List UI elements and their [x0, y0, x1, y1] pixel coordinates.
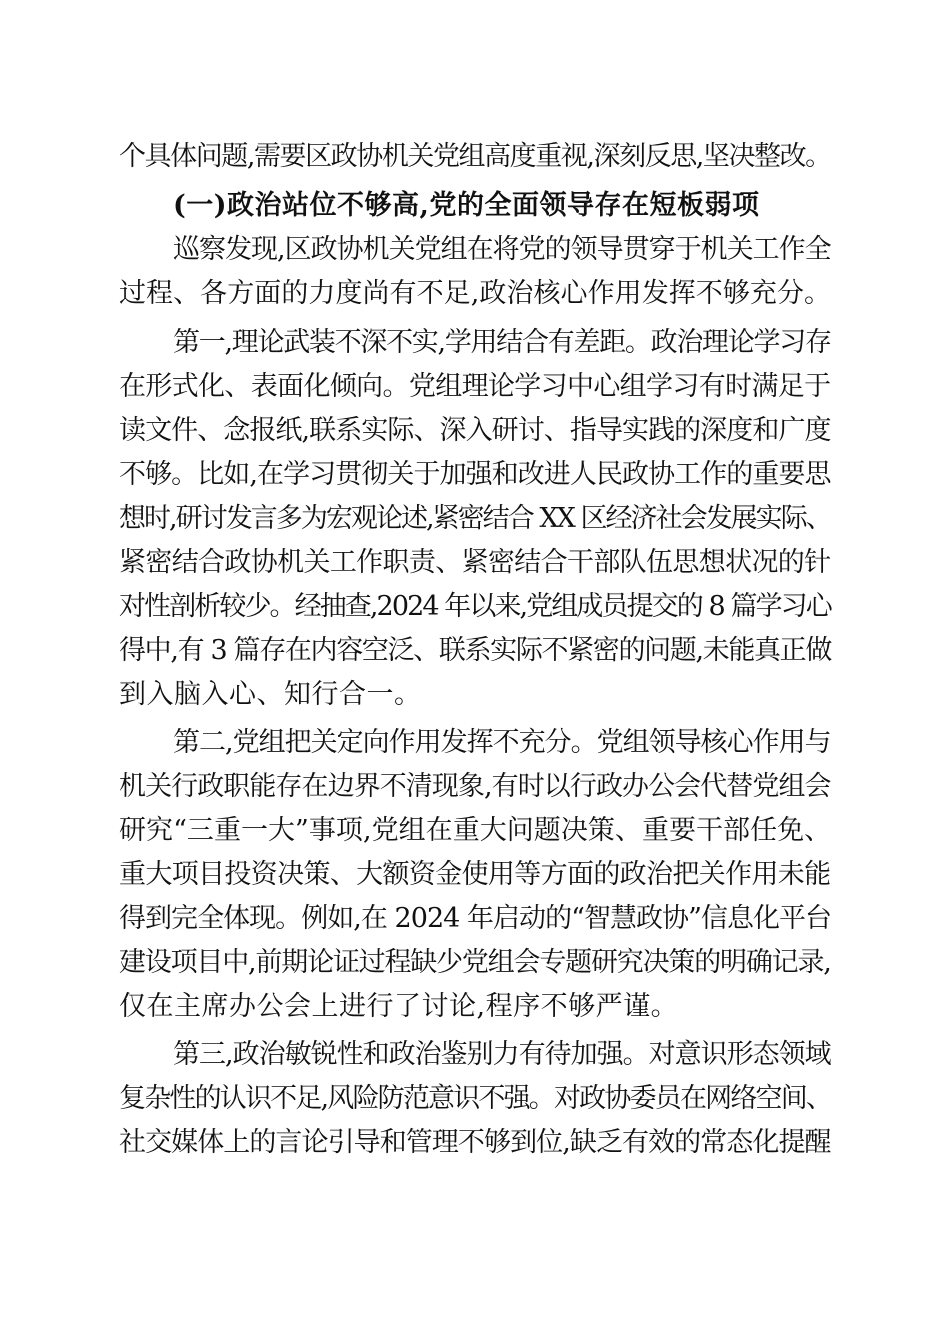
- text-line: 巡察发现,区政协机关党组在将党的领导贯穿于机关工作全: [173, 234, 831, 265]
- text-line: 第二,党组把关定向作用发挥不充分。党组领导核心作用与: [173, 727, 831, 758]
- text-line: 到入脑入心、知行合一。: [119, 679, 422, 710]
- text-line: 得到完全体现。例如,在 2024 年启动的“智慧政协”信息化平台: [119, 903, 832, 934]
- text-line: 复杂性的认识不足,风险防范意识不强。对政协委员在网络空间、: [119, 1083, 832, 1114]
- text-line: 紧密结合政协机关工作职责、紧密结合干部队伍思想状况的针: [119, 547, 831, 578]
- text-line: 想时,研讨发言多为宏观论述,紧密结合 XX 区经济社会发展实际、: [119, 503, 831, 534]
- text-line: 个具体问题,需要区政协机关党组高度重视,深刻反思,坚决整改。: [119, 141, 831, 172]
- text-line: 读文件、念报纸,联系实际、深入研讨、指导实践的深度和广度: [119, 415, 831, 446]
- text-line: 得中,有 3 篇存在内容空泛、联系实际不紧密的问题,未能真正做: [119, 635, 832, 666]
- text-line: 研究“三重一大”事项,党组在重大问题决策、重要干部任免、: [119, 815, 832, 846]
- text-line: 建设项目中,前期论证过程缺少党组会专题研究决策的明确记录,: [119, 947, 831, 978]
- text-line: 仅在主席办公会上进行了讨论,程序不够严谨。: [119, 991, 679, 1022]
- text-line: 过程、各方面的力度尚有不足,政治核心作用发挥不够充分。: [119, 278, 832, 309]
- text-line: 不够。比如,在学习贯彻关于加强和改进人民政协工作的重要思: [119, 459, 831, 490]
- text-line: 重大项目投资决策、大额资金使用等方面的政治把关作用未能: [119, 859, 831, 890]
- section-heading: (一)政治站位不够高,党的全面领导存在短板弱项: [173, 190, 760, 221]
- text-line: 社交媒体上的言论引导和管理不够到位,缺乏有效的常态化提醒: [119, 1127, 831, 1158]
- text-line: 对性剖析较少。经抽查,2024 年以来,党组成员提交的 8 篇学习心: [119, 591, 831, 622]
- text-line: 在形式化、表面化倾向。党组理论学习中心组学习有时满足于: [119, 371, 831, 402]
- text-line: 机关行政职能存在边界不清现象,有时以行政办公会代替党组会: [119, 771, 831, 802]
- text-line: 第一,理论武装不深不实,学用结合有差距。政治理论学习存: [173, 327, 831, 358]
- text-line: 第三,政治敏锐性和政治鉴别力有待加强。对意识形态领域: [173, 1039, 831, 1070]
